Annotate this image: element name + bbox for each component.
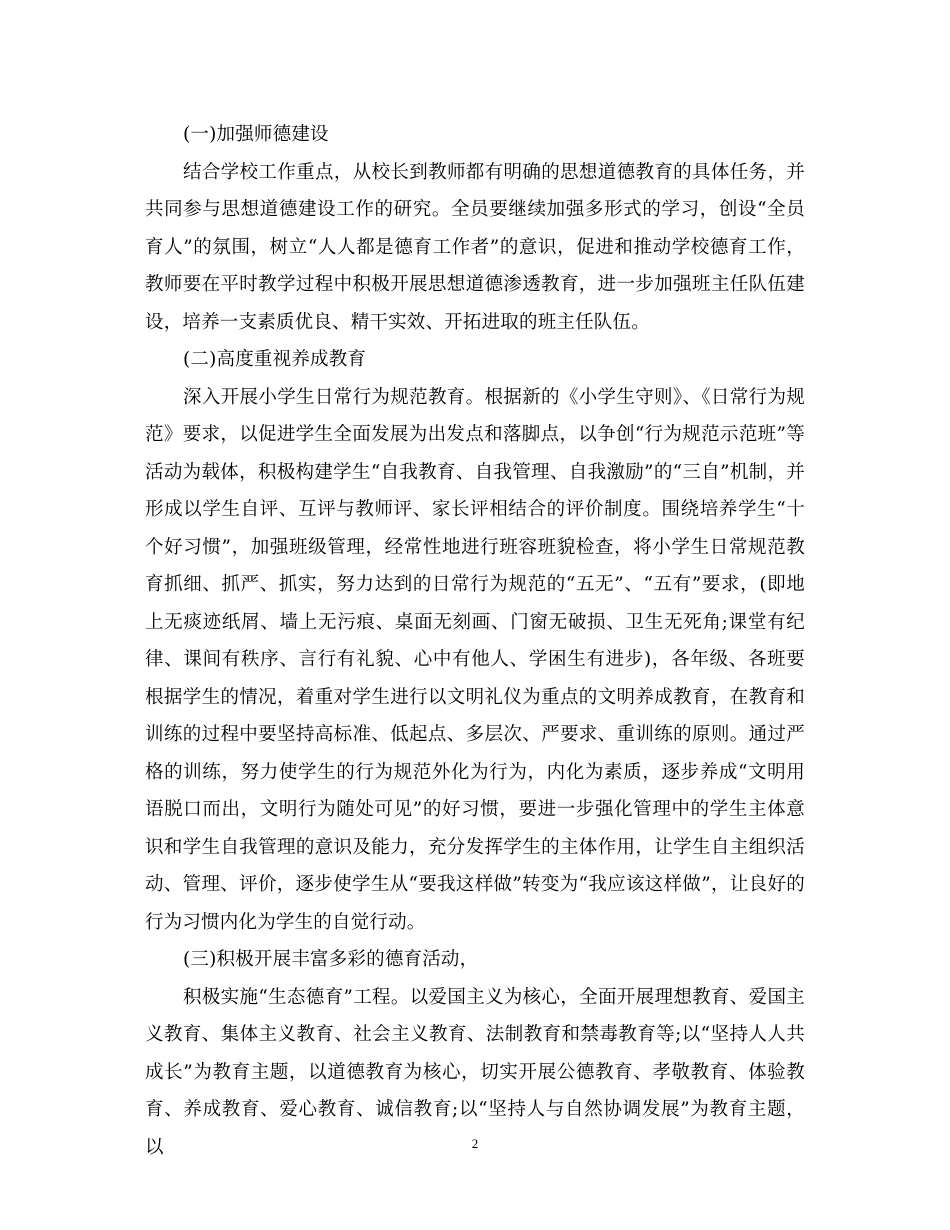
page-content bbox=[145, 116, 805, 1166]
page-number: 2 bbox=[471, 1136, 479, 1151]
section-body-2: 深入开展小学生日常行为规范教育。根据新的《小学生守则》、《日常行为规范》要求，以促进学生全面发展为出发点和落脚点，以争创“行为规范示范班”等活动为载体，积极构建学生“自我教育、自我管理、自我激励”的“三自”机制，并形成以学生自评、互评与教师评、家长评相结合的评价制度。围绕培养学生“十个好习惯”，加强班级管理，经常性地进行班容班貌检查，将小学生日常规范教育抓细、抓严、抓实，努力达到的日常行为规范的“五无”、“五有”要求，(即地上无痰迹纸屑、墙上无污痕、桌面无刻画、门窗无破损、卫生无死角;课堂有纪律、课间有秩序、言行有礼貌、心中有他人、学困生有进步)，各年级、各班要根据学生的情况，着重对学生进行以文明礼仪为重点的文明养成教育，在教育和训练的过程中要坚持高标准、低起点、多层次、严要求、重训练的原则。通过严格的训练，努力使学生的行为规范外化为行为，内化为素质，逐步养成“文明用语脱口而出，文明行为随处可见”的好习惯，要进一步强化管理中的学生主体意识和学生自我管理的意识及能力，充分发挥学生的主体作用，让学生自主组织活动、管理、评价，逐步使学生从“要我这样做”转变为“我应该这样做”，让良好的行为习惯内化为学生的自觉行动。 bbox=[145, 386, 805, 933]
section-heading-3: (三)积极开展丰富多彩的德育活动， bbox=[183, 949, 479, 970]
section-heading-2: (二)高度重视养成教育 bbox=[183, 349, 367, 370]
section-body-3: 积极实施“生态德育”工程。以爱国主义为核心，全面开展理想教育、爱国主义教育、集体主义教育、社会主义教育、法制教育和禁毒教育等;以“坚持人人共成长”为教育主题，以道德教育为核心，切实开展公德教育、孝敬教育、体验教育、养成教育、爱心教育、诚信教育;以“坚持人与自然协调发展”为教育主题，以 bbox=[145, 986, 805, 1158]
section-heading-1: (一)加强师德建设 bbox=[183, 124, 329, 145]
section-body-1: 结合学校工作重点，从校长到教师都有明确的思想道德教育的具体任务，并共同参与思想道德建设工作的研究。全员要继续加强多形式的学习，创设“全员育人”的氛围，树立“人人都是德育工作者”的意识，促进和推动学校德育工作，教师要在平时教学过程中积极开展思想道德渗透教育，进一步加强班主任队伍建设，培养一支素质优良、精干实效、开拓进取的班主任队伍。 bbox=[145, 161, 805, 333]
